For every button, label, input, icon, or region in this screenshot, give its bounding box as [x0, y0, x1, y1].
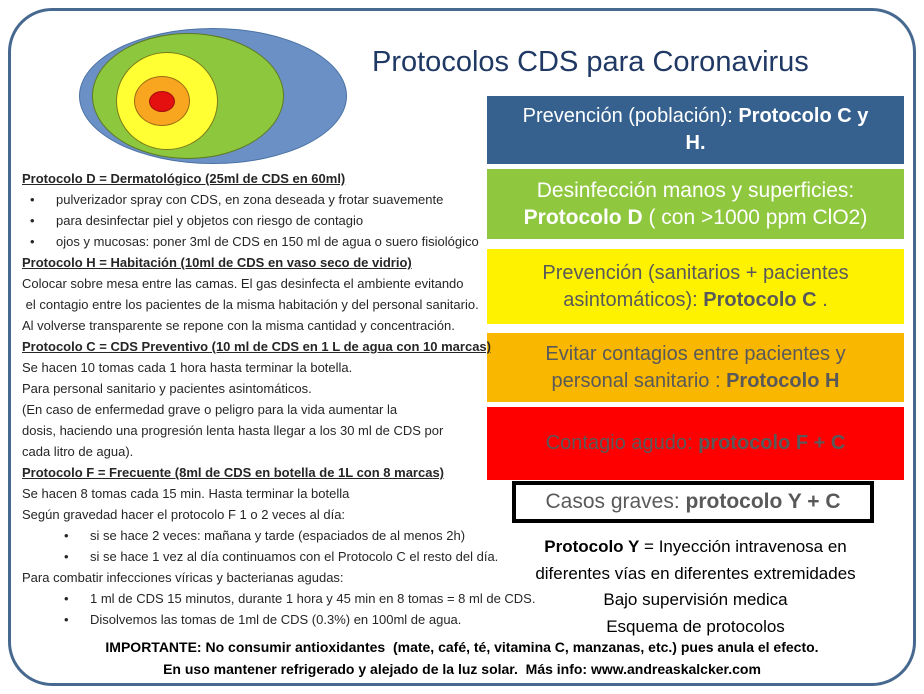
- supervision-note: Bajo supervisión medica: [603, 590, 788, 609]
- esquema-note: Esquema de protocolos: [606, 616, 785, 636]
- protocol-box-prevencion-poblacion: [487, 96, 904, 164]
- protocol-y-text: = Inyección intravenosa en: [639, 537, 847, 556]
- body-line: dosis, haciendo una progresión lenta hasta llegar a los 30 ml de CDS por: [22, 423, 444, 438]
- list-item: [22, 546, 499, 567]
- box-text: Casos graves:: [545, 490, 686, 513]
- list-item-text: ojos y mucosas: poner 3ml de CDS en 150 ml de agua o suero fisiológico: [56, 234, 479, 249]
- body-line: Colocar sobre mesa entre las camas. El gas desinfecta el ambiente evitando: [22, 276, 464, 291]
- list-item: [22, 210, 492, 231]
- box-text-bold: Protocolo D: [523, 206, 643, 229]
- body-line: Se hacen 8 tomas cada 15 min. Hasta terminar la botella: [22, 486, 350, 501]
- protocol-box-prevencion-sanitarios: [487, 249, 904, 324]
- body-line: Para personal sanitario y pacientes asintomáticos.: [22, 381, 312, 396]
- box-text-bold: protocolo F + C: [698, 432, 846, 454]
- protocol-y-note: [487, 534, 904, 640]
- list-item: [22, 588, 536, 609]
- box-text-bold: Protocolo C: [703, 288, 817, 311]
- box-text: Desinfección manos y superficies:: [536, 179, 855, 202]
- box-text: Prevención (población):: [522, 105, 739, 127]
- box-text-bold: H.: [685, 132, 706, 154]
- body-line: cada litro de agua).: [22, 444, 134, 459]
- protocol-details: [22, 168, 536, 630]
- protocol-c-heading: Protocolo C = CDS Preventivo (10 ml de CDS en 1 L de agua con 10 marcas): [22, 339, 491, 354]
- bullet-icon: •: [64, 591, 69, 606]
- bullet-icon: •: [64, 528, 69, 543]
- box-text-bold: Protocolo C y: [738, 105, 869, 127]
- protocol-h-heading: Protocolo H = Habitación (10ml de CDS en vaso seco de vidrio): [22, 255, 412, 270]
- body-line: Según gravedad hacer el protocolo F 1 o 2 veces al día:: [22, 507, 346, 522]
- body-line: el contagio entre los pacientes de la misma habitación y del personal sanitario.: [22, 297, 479, 312]
- box-text: Prevención (sanitarios + pacientes: [542, 261, 849, 284]
- box-text-bold: protocolo Y + C: [685, 490, 841, 513]
- bullet-icon: •: [64, 612, 69, 627]
- warning-line-with-website: En uso mantener refrigerado y alejado de la luz solar. Más info: www.andreaskalcker.com: [163, 660, 761, 677]
- list-item-text: Disolvemos las tomas de 1ml de CDS (0.3%) en 100ml de agua.: [90, 612, 462, 627]
- list-item-text: pulverizador spray con CDS, en zona deseada y frotar suavemente: [56, 192, 444, 207]
- protocol-y-text: diferentes vías en diferentes extremidades: [535, 563, 856, 583]
- box-text: personal sanitario :: [551, 369, 727, 392]
- box-text: .: [816, 288, 828, 311]
- protocol-d-heading: Protocolo D = Dermatológico (25ml de CDS en 60ml): [22, 171, 346, 186]
- list-item: [22, 609, 492, 630]
- protocol-y-label: Protocolo Y: [544, 537, 640, 556]
- list-item: [22, 525, 492, 546]
- list-item: [22, 189, 492, 210]
- venn-ellipse-red: [149, 91, 175, 112]
- protocol-box-casos-graves: [512, 481, 874, 523]
- protocol-box-evitar-contagios: [487, 333, 904, 402]
- box-text-bold: Protocolo H: [726, 369, 840, 392]
- list-item-text: si se hace 2 veces: mañana y tarde (espaciados de al menos 2h): [90, 528, 466, 543]
- protocol-f-heading: Protocolo F = Frecuente (8ml de CDS en botella de 1L con 8 marcas): [22, 465, 445, 480]
- box-text: Contagio agudo:: [545, 432, 699, 454]
- warning-line: IMPORTANTE: No consumir antioxidantes (mate, café, té, vitamina C, manzanas, etc.) pues anula el efecto.: [105, 639, 819, 655]
- important-warning: [0, 637, 924, 680]
- body-line: Se hacen 10 tomas cada 1 hora hasta terminar la botella.: [22, 360, 353, 375]
- bullet-icon: •: [64, 549, 69, 564]
- page-title: Protocolos CDS para Coronavirus: [372, 46, 809, 78]
- box-text: Evitar contagios entre pacientes y: [545, 342, 846, 365]
- protocol-box-contagio-agudo: [487, 407, 904, 480]
- list-item-text: para desinfectar piel y objetos con riesgo de contagio: [56, 213, 364, 228]
- protocol-box-desinfeccion: [487, 169, 904, 239]
- box-text: asintomáticos):: [563, 288, 704, 311]
- list-item: [22, 231, 492, 252]
- box-text: ( con >1000 ppm ClO2): [642, 206, 868, 229]
- bullet-icon: •: [30, 213, 35, 228]
- bullet-icon: •: [30, 234, 35, 249]
- concentric-circles-diagram: [0, 0, 380, 180]
- body-line: Para combatir infecciones víricas y bacterianas agudas:: [22, 570, 344, 585]
- list-item-text: si se hace 1 vez al día continuamos con el Protocolo C el resto del día.: [90, 549, 499, 564]
- list-item-text: 1 ml de CDS 15 minutos, durante 1 hora y 45 min en 8 tomas = 8 ml de CDS.: [90, 591, 536, 606]
- body-line: (En caso de enfermedad grave o peligro para la vida aumentar la: [22, 402, 398, 417]
- body-line: Al volverse transparente se repone con la misma cantidad y concentración.: [22, 318, 455, 333]
- bullet-icon: •: [30, 192, 35, 207]
